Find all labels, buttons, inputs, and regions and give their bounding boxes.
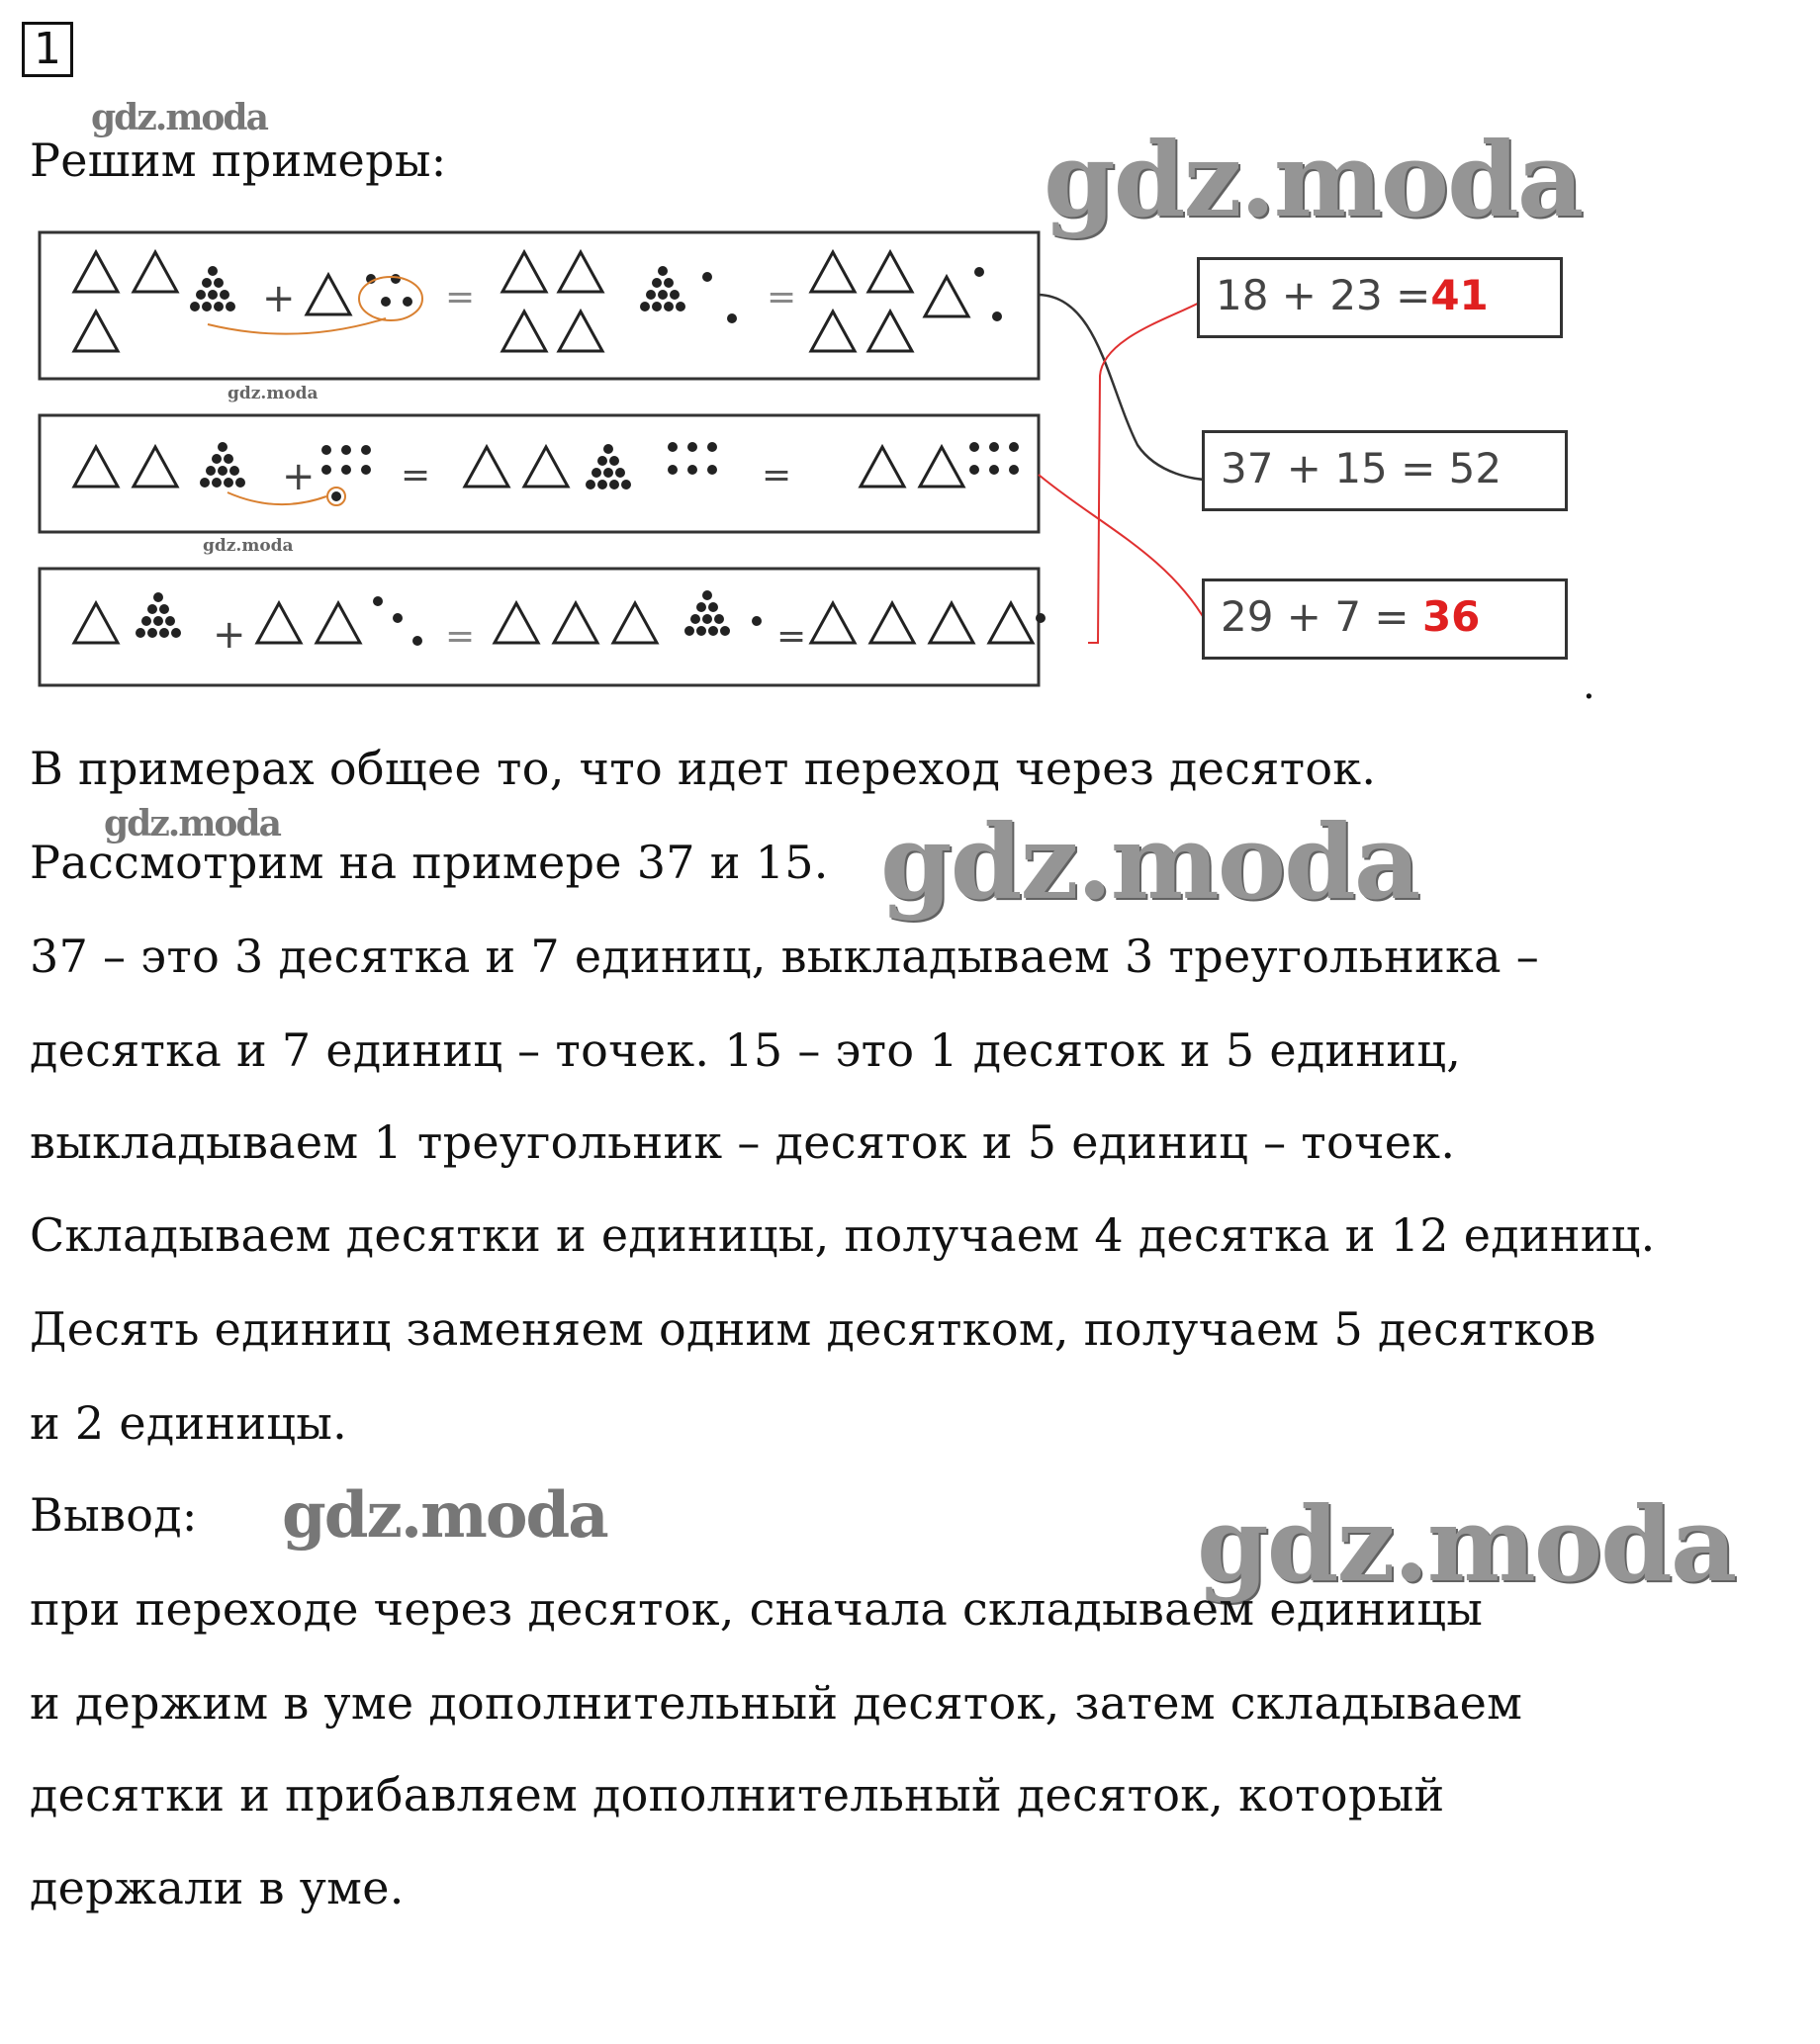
svg-text:=: = — [776, 616, 807, 657]
svg-text:=: = — [762, 455, 792, 495]
conclusion-heading: Вывод: — [30, 1488, 198, 1542]
equation-expr: 37 + 15 = — [1221, 444, 1449, 492]
example-row-2 — [40, 415, 1039, 532]
equation-answer: 36 — [1421, 592, 1481, 641]
watermark: gdz.moda — [228, 384, 318, 403]
svg-text:+: + — [282, 454, 316, 499]
equation-expr: 18 + 23 = — [1216, 271, 1431, 319]
watermark: gdz.moda — [1197, 1483, 1736, 1605]
text-line: В примерах общее то, что идет переход через десяток. — [30, 742, 1377, 795]
equation-box-3 — [1202, 578, 1568, 660]
trailing-dot: . — [1583, 663, 1595, 708]
text-line: выкладываем 1 треугольник – десяток и 5 единиц – точек. — [30, 1115, 1456, 1169]
svg-text:=: = — [445, 277, 476, 317]
examples-figure — [30, 227, 1583, 692]
text-line: держали в уме. — [30, 1861, 405, 1914]
text-line: при переходе через десяток, сначала складываем единицы — [30, 1582, 1484, 1636]
text-line: Рассмотрим на примере 37 и 15. — [30, 836, 829, 889]
svg-text:+: + — [262, 276, 296, 321]
equation-answer: 41 — [1430, 271, 1489, 319]
watermark: gdz.moda — [91, 97, 267, 138]
intro-text: Решим примеры: — [30, 133, 447, 187]
equation-expr: 29 + 7 = — [1221, 592, 1422, 641]
watermark: gdz.moda — [203, 536, 294, 556]
watermark: gdz.moda — [1044, 119, 1583, 240]
text-line: и держим в уме дополнительный десяток, затем складываем — [30, 1676, 1523, 1730]
example-row-3 — [40, 569, 1039, 685]
watermark: gdz.moda — [104, 803, 280, 844]
svg-text:=: = — [445, 616, 476, 657]
svg-text:=: = — [401, 455, 431, 495]
svg-text:+: + — [213, 612, 246, 658]
text-line: Десять единиц заменяем одним десятком, получаем 5 десятков — [30, 1302, 1596, 1356]
equation-answer: 52 — [1448, 444, 1502, 492]
text-line: 37 – это 3 десятка и 7 единиц, выкладываем 3 треугольника – — [30, 930, 1540, 983]
equation-box-2 — [1202, 430, 1568, 511]
text-line: десятки и прибавляем дополнительный десяток, который — [30, 1768, 1445, 1822]
watermark: gdz.moda — [880, 801, 1419, 923]
text-line: и 2 единицы. — [30, 1396, 348, 1450]
text-line: десятка и 7 единиц – точек. 15 – это 1 десяток и 5 единиц, — [30, 1023, 1462, 1077]
svg-text:=: = — [767, 277, 797, 317]
watermark: gdz.moda — [282, 1478, 607, 1553]
equation-box-1 — [1197, 257, 1563, 338]
text-line: Складываем десятки и единицы, получаем 4 десятка и 12 единиц. — [30, 1208, 1656, 1262]
task-number: 1 — [22, 22, 73, 77]
